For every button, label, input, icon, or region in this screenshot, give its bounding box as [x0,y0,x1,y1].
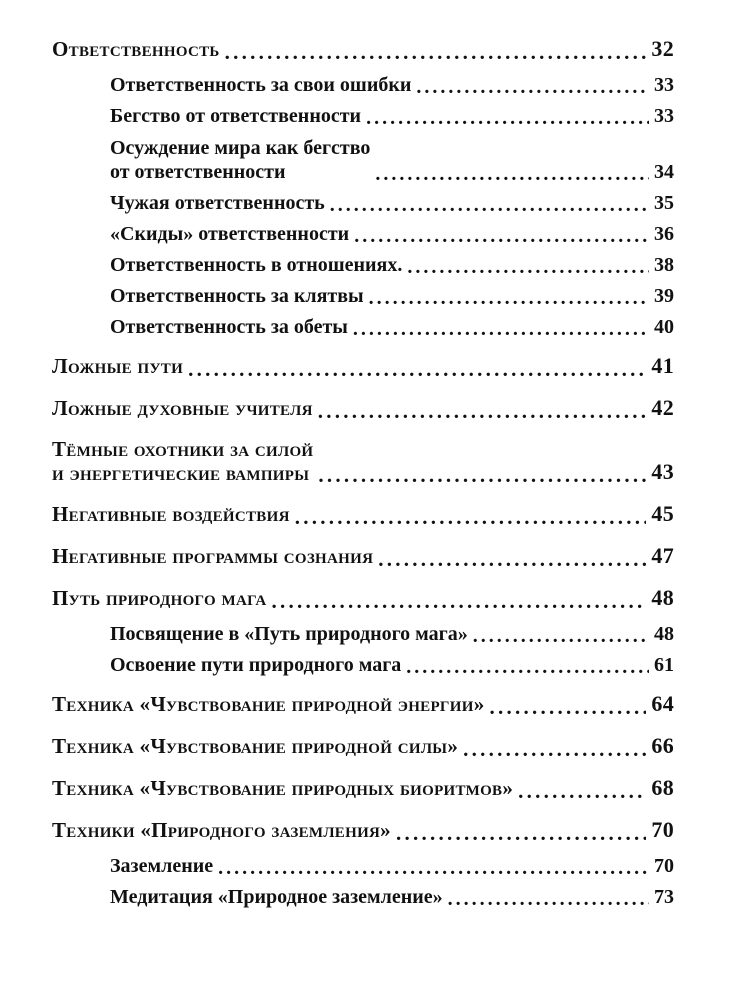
dot-leader [318,465,646,485]
dot-leader [369,288,649,308]
dot-leader [353,319,649,339]
toc-entry[interactable] [52,74,674,97]
toc-entry-page: 42 [651,395,674,420]
toc-entry-title: Негативные программы сознания [52,544,374,568]
toc-entry-page: 33 [654,105,674,127]
toc-entry-title: Посвящение в «Путь природного мага» [110,623,468,645]
toc-entry-title-line: Тёмные охотники за силой [52,437,314,461]
toc-entry-title: Заземление [110,855,214,877]
toc-entry-title-line: от ответственности [110,161,286,183]
toc-entry-page: 36 [654,223,674,245]
toc-entry[interactable] [52,105,674,128]
toc-entry-title: Чужая ответственность [110,192,325,214]
dot-leader [416,77,649,97]
toc-entry-title [110,136,370,184]
toc-entry-title: Негативные воздействия [52,502,290,526]
toc-entry[interactable] [52,395,674,421]
toc-entry-title: Путь природного мага [52,586,267,610]
toc-entry[interactable] [52,285,674,308]
dot-leader [366,108,649,128]
dot-leader [473,626,649,646]
toc-entry-page: 39 [654,285,674,307]
toc-entry-title-line: Осуждение мира как бегство [110,137,371,159]
toc-entry-title: Техника «Чувствование природной силы» [52,734,459,758]
toc-entry-title: Ответственность за обеты [110,316,348,338]
dot-leader [463,739,646,759]
toc-entry[interactable] [52,886,674,909]
dot-leader [188,359,646,379]
dot-leader [218,858,649,878]
toc-entry-page: 47 [651,543,674,568]
dot-leader [518,781,646,801]
toc-entry-page: 70 [651,817,674,842]
toc-entry-page: 48 [651,585,674,610]
toc-entry[interactable] [52,543,674,569]
toc-entry[interactable] [52,437,674,485]
toc-entry[interactable] [52,817,674,843]
toc-entry-title: Бегство от ответственности [110,105,362,127]
toc-entry[interactable] [52,316,674,339]
dot-leader [295,507,647,527]
toc-entry[interactable] [52,654,674,677]
dot-leader [354,226,649,246]
toc-entry-title: Техники «Природного заземления» [52,818,391,842]
toc-entry[interactable] [52,691,674,717]
toc-entry-title: Медитация «Природное заземление» [110,886,443,908]
dot-leader [375,164,649,184]
toc-entry-title: Ложные пути [52,354,184,378]
toc-entry-title: Ложные духовные учителя [52,396,313,420]
toc-entry-page: 34 [654,161,674,183]
toc-entry[interactable] [52,353,674,379]
toc-entry-page: 68 [651,775,674,800]
dot-leader [407,257,649,277]
dot-leader [225,42,647,62]
toc-entry-page: 66 [651,733,674,758]
toc-entry-page: 41 [651,353,674,378]
toc-entry-page: 32 [651,36,674,61]
toc-entry[interactable] [52,775,674,801]
table-of-contents [52,28,674,909]
toc-entry-title-line: и энергетические вампиры [52,461,310,485]
toc-entry-title: Техника «Чувствование природной энергии» [52,692,485,716]
dot-leader [448,889,649,909]
toc-entry-page: 48 [654,623,674,645]
toc-entry-page: 61 [654,654,674,676]
toc-entry-title: Ответственность за свои ошибки [110,74,412,96]
toc-entry[interactable] [52,501,674,527]
toc-entry-page: 40 [654,316,674,338]
toc-entry[interactable] [52,136,674,184]
toc-entry[interactable] [52,36,674,62]
toc-entry-page: 45 [651,501,674,526]
toc-entry[interactable] [52,254,674,277]
toc-entry-title: Техника «Чувствование природных биоритмов» [52,776,514,800]
dot-leader [396,823,646,843]
dot-leader [406,657,649,677]
toc-entry-title: Освоение пути природного мага [110,654,402,676]
toc-entry-page: 70 [654,855,674,877]
toc-entry-page: 43 [651,459,674,484]
toc-entry-title: «Скиды» ответственности [110,223,350,245]
toc-entry[interactable] [52,623,674,646]
toc-entry[interactable] [52,585,674,611]
toc-entry-title: Ответственность [52,37,220,61]
dot-leader [490,697,647,717]
toc-entry[interactable] [52,192,674,215]
toc-entry[interactable] [52,223,674,246]
toc-entry-page: 73 [654,886,674,908]
toc-entry[interactable] [52,733,674,759]
toc-entry-page: 38 [654,254,674,276]
dot-leader [330,195,649,215]
toc-entry-page: 64 [651,691,674,716]
dot-leader [318,401,647,421]
toc-entry[interactable] [52,855,674,878]
dot-leader [271,591,646,611]
toc-entry-title: Ответственность за клятвы [110,285,364,307]
dot-leader [378,549,646,569]
toc-entry-title: Ответственность в отношениях. [110,254,403,276]
toc-entry-page: 33 [654,74,674,96]
toc-entry-title [52,437,313,485]
toc-entry-page: 35 [654,192,674,214]
